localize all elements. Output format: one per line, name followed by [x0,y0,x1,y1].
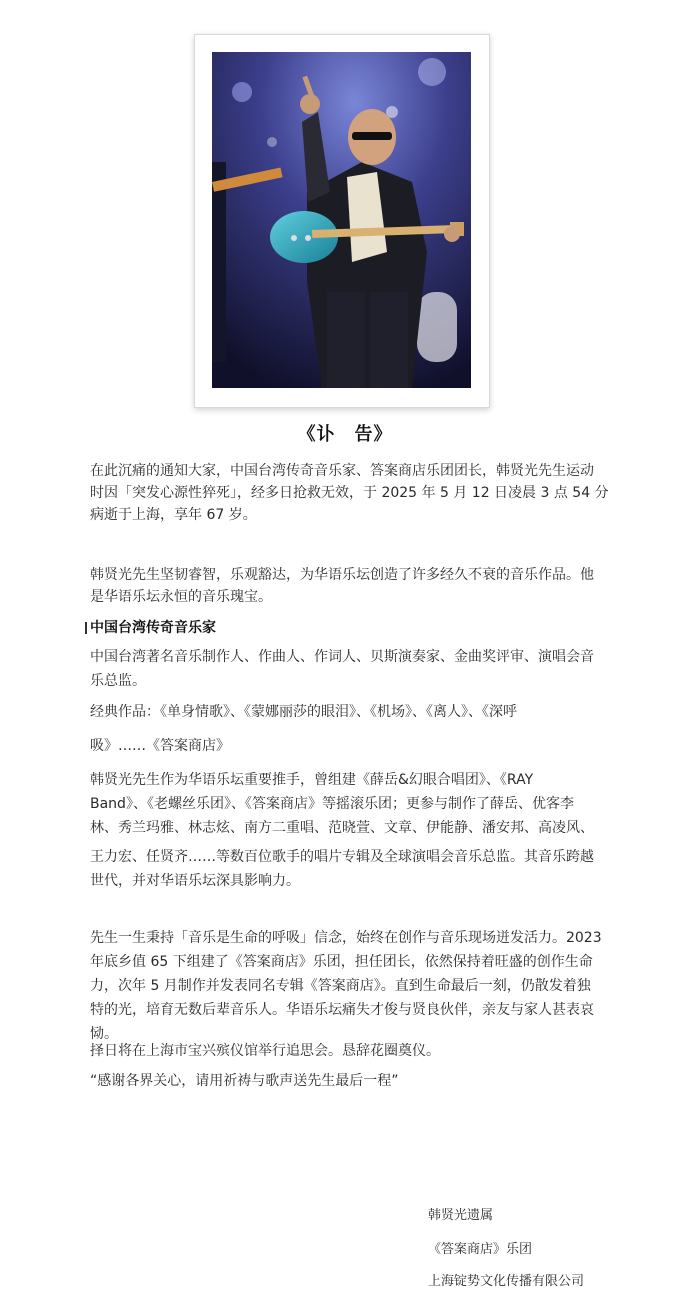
text-line: 恸。 [90,1026,118,1042]
signature-company: 上海锭势文化传播有限公司 [428,1274,585,1289]
paragraph-announcement [90,460,610,526]
text-line: 经典作品：《单身情歌》、《蒙娜丽莎的眼泪》、《机场》、《离人》、《深呼 [90,704,517,720]
text-line: 先生一生秉持「音乐是生命的呼吸」信念，始终在创作与音乐现场迸发活力。2023 [90,930,602,946]
text-line: 特的光，培育无数后辈音乐人。华语乐坛痛失才俊与贤良伙伴，亲友与家人甚表哀 [90,1002,594,1018]
portrait-photo [212,52,471,388]
section-heading: 中国台湾传奇音乐家 [90,620,216,636]
text-line: 力，次年 5 月制作并发表同名专辑《答案商店》。直到生命最后一刻，仍散发着独 [90,978,591,994]
text-line: 韩贤光先生坚韧睿智，乐观豁达，为华语乐坛创造了许多经久不衰的音乐作品。他 [90,567,594,583]
paragraph-career [90,768,610,840]
text-line: 王力宏、任贤齐……等数百位歌手的唱片专辑及全球演唱会音乐总监。其音乐跨越 [90,849,594,865]
text-line: 病逝于上海，享年 67 岁。 [90,507,257,523]
text-line: 在此沉痛的通知大家，中国台湾传奇音乐家、答案商店乐团团长，韩贤光先生运动 [90,463,594,479]
signature-band: 《答案商店》乐团 [428,1242,533,1257]
paragraph-roles [90,645,610,693]
paragraph-legacy [90,926,610,1046]
text-line: 乐总监。 [90,673,146,689]
text-line: 吸》……《答案商店》 [90,738,230,754]
text-line: 林、秀兰玛雅、林志炫、南方二重唱、范晓萱、文章、伊能静、潘安邦、高凌风、 [90,820,594,836]
text-line: 年底乡值 65 下组建了《答案商店》乐团，担任团长，依然保持着旺盛的创作生命 [90,954,593,970]
text-line: 中国台湾著名音乐制作人、作曲人、作词人、贝斯演奏家、金曲奖评审、演唱会音 [90,649,594,665]
text-line: 韩贤光先生作为华语乐坛重要推手，曾组建《薛岳&幻眼合唱团》、《RAY [90,772,534,788]
text-line: Band》、《老螺丝乐团》、《答案商店》等摇滚乐团；更参与制作了薛岳、优客李 [90,796,574,812]
heading-marker [85,622,87,634]
notice-title: 《讣 告》 [297,424,393,445]
photo-illustration [212,52,471,388]
paragraph-tribute [90,564,610,608]
signature-family: 韩贤光遗属 [428,1208,494,1223]
text-line: 时因「突发心源性猝死」，经多日抢救无效，于 2025 年 5 月 12 日凌晨 3 点 54 分 [90,485,609,501]
paragraph-memorial: 择日将在上海市宝兴殡仪馆举行追思会。恳辞花圈奠仪。 [90,1043,440,1059]
photo-frame [194,34,490,408]
closing-quote: “感谢各界关心，请用祈祷与歌声送先生最后一程” [90,1073,399,1089]
paragraph-works [90,695,610,763]
text-line: 世代，并对华语乐坛深具影响力。 [90,873,300,889]
text-line: 是华语乐坛永恒的音乐瑰宝。 [90,589,272,605]
paragraph-career-cont [90,845,610,893]
